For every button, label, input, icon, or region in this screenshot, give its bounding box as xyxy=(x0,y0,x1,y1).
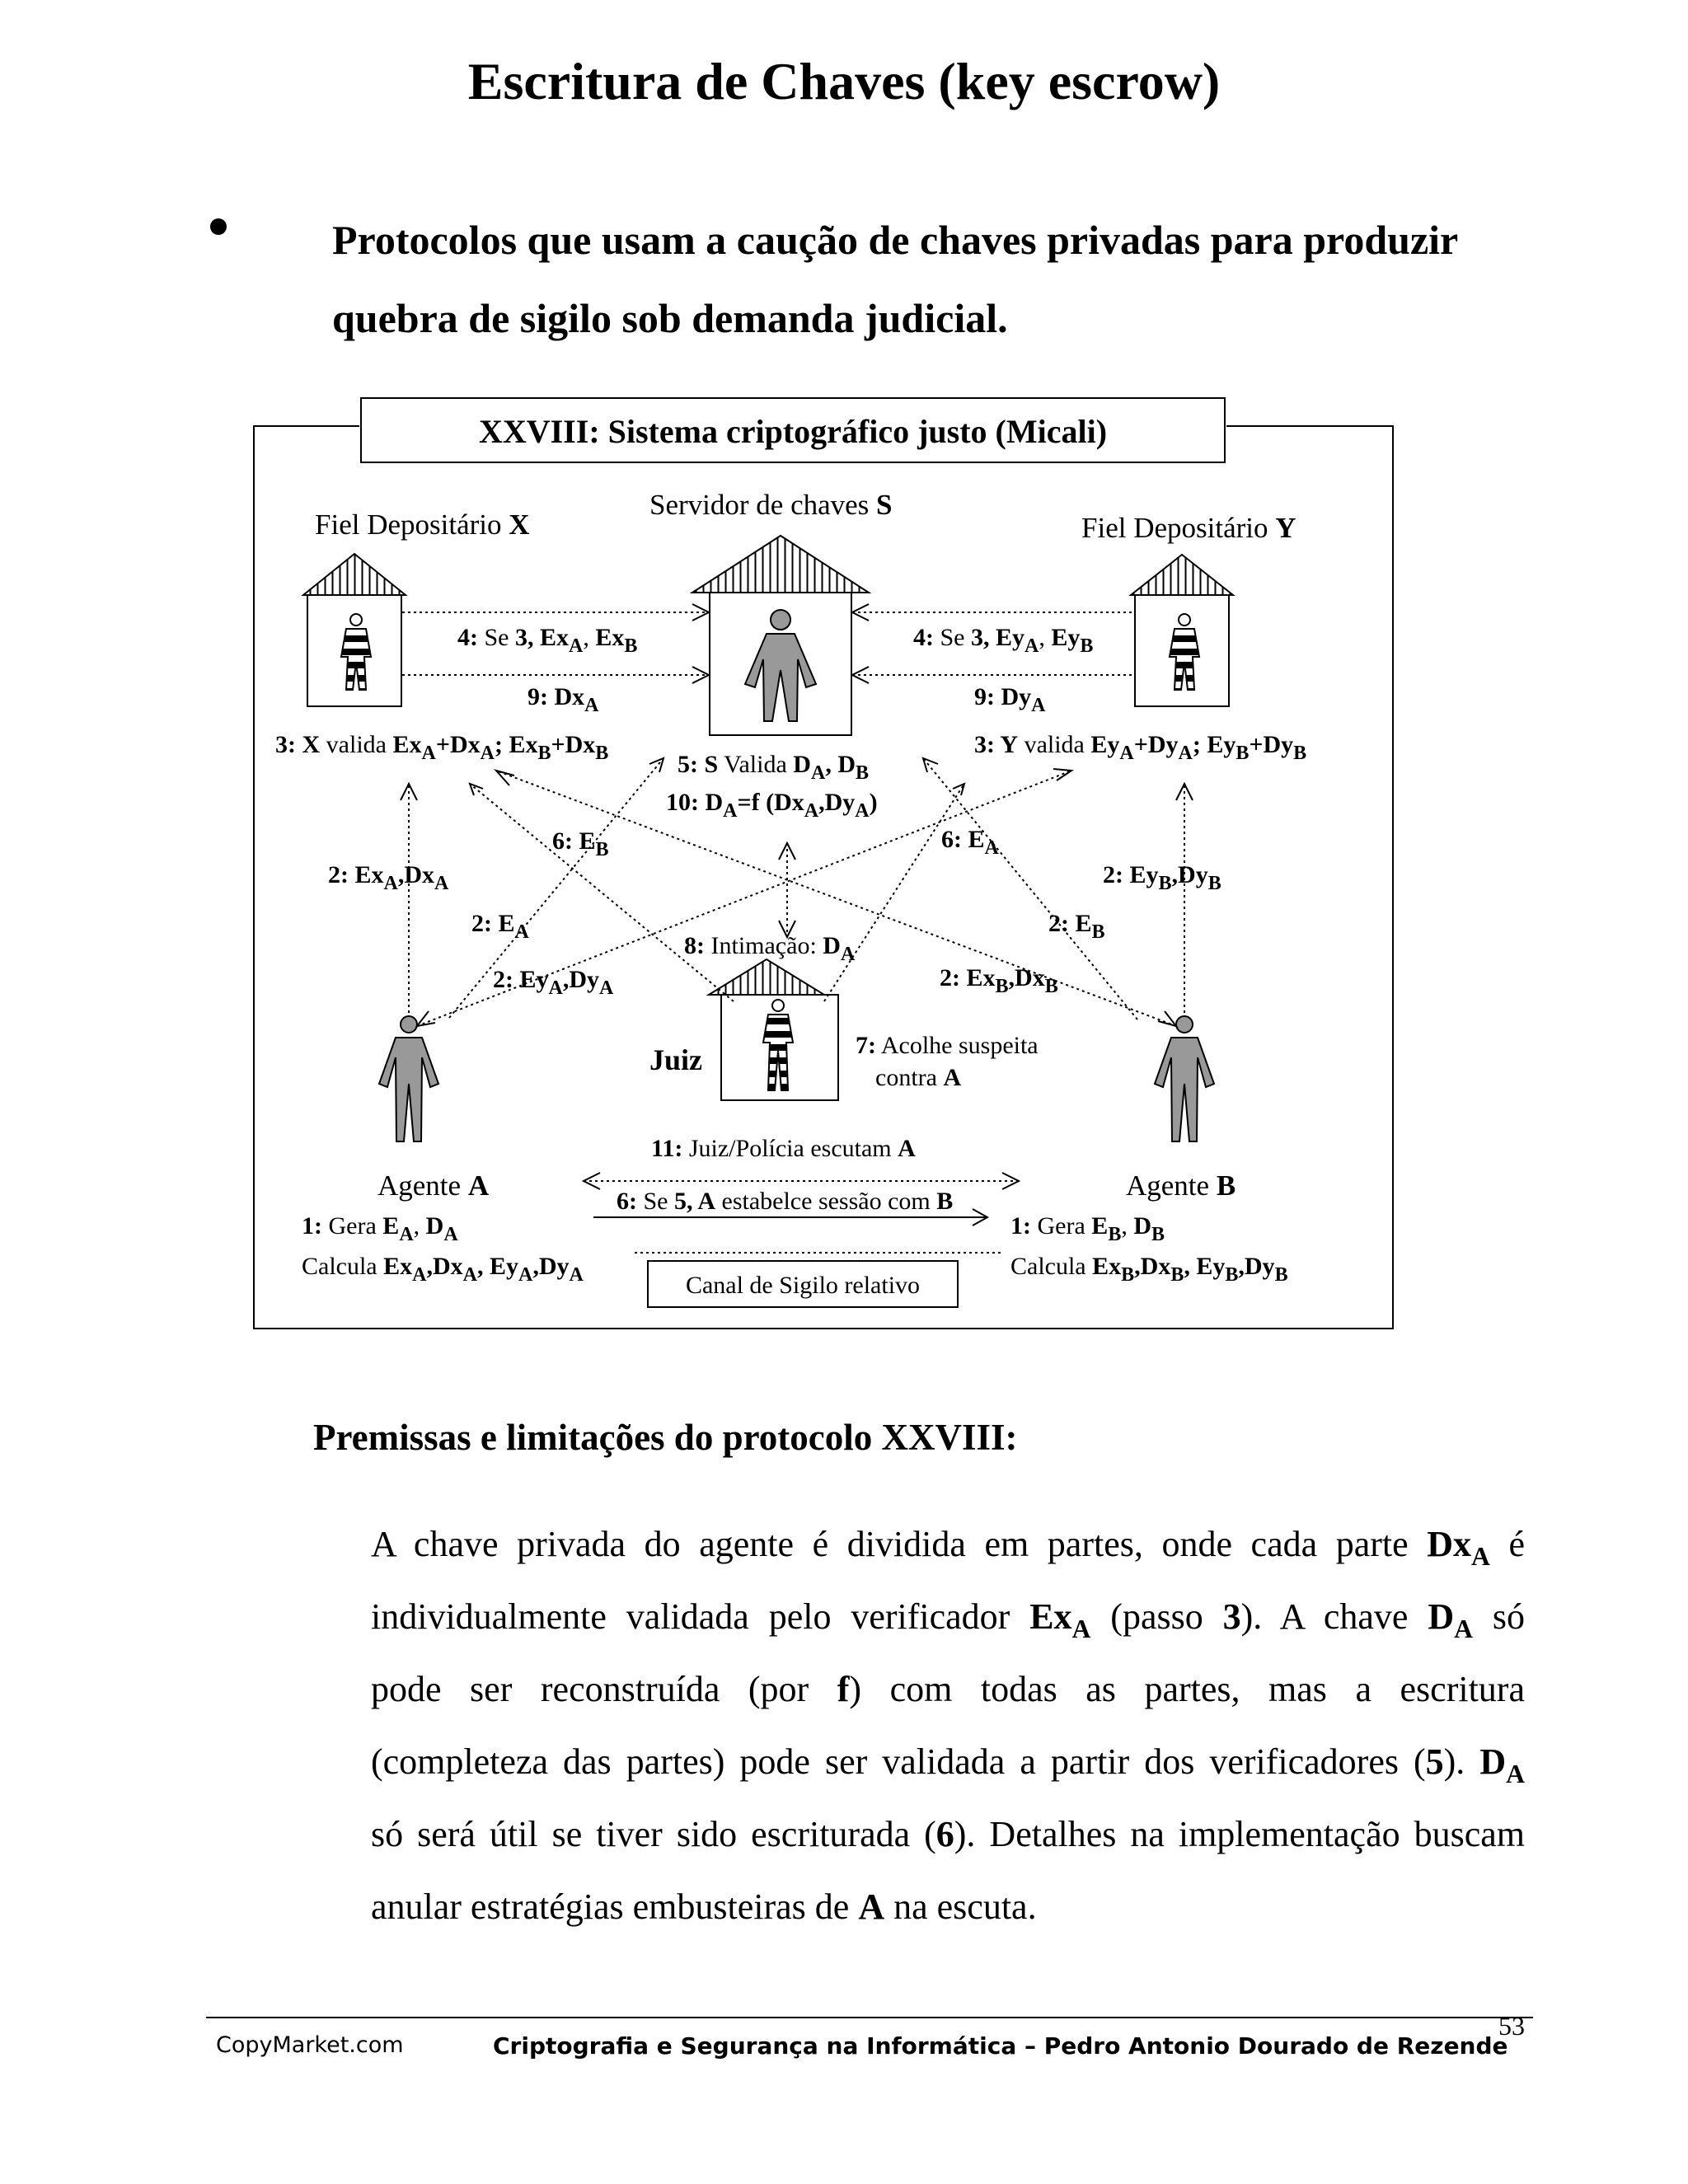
step-2-exb: 2: $Ex_B,Dx_B$ xyxy=(940,964,1058,997)
diagram-title: XXVIII: Sistema criptográfico justo (Micali) xyxy=(478,413,1108,450)
label-agent-a: Agente A xyxy=(377,1169,490,1202)
footer-publisher: CopyMarket.com xyxy=(216,2032,404,2058)
step-6-session: 6: Se 5, A estabelce sessão com B xyxy=(617,1188,954,1215)
step-1-agent-b: 1: Gera $E_B$, $D_B$ xyxy=(1010,1212,1165,1245)
step-6-ea: 6: $E_A$ xyxy=(941,826,999,859)
footer-divider xyxy=(206,2017,1533,2018)
step-2-right: 2: $Ey_B,Dy_B$ xyxy=(1103,861,1221,894)
label-fiel-x: Fiel Depositário X xyxy=(315,509,530,541)
figure-agent-a xyxy=(379,1016,438,1141)
protocol-diagram xyxy=(247,391,1418,1347)
step-2-eya: 2: $Ey_A,Dy_A$ xyxy=(493,966,614,999)
calc-agent-a: Calcula $Ex_A,Dx_A$, $Ey_A,Dy_A$ xyxy=(302,1253,584,1286)
page-number: 53 xyxy=(1498,2011,1525,2041)
step-3-right: 3: Y valida $Ey_A+Dy_A$; $Ey_B+Dy_B$ xyxy=(974,731,1307,764)
step-7: 7: Acolhe suspeita xyxy=(856,1032,1039,1059)
paragraph-line-4: (completeza das partes) pode ser validada a partir dos verificadores (5). $D_A$ xyxy=(371,1741,1525,1789)
step-9-left: 9: $Dx_A$ xyxy=(528,683,599,716)
bullet-dot xyxy=(210,218,227,235)
paragraph-line-3: pode ser reconstruída (por f) com todas as partes, mas a escritura xyxy=(371,1669,1525,1709)
body-paragraph xyxy=(371,1508,1525,1943)
step-2-ea: 2: $E_A$ xyxy=(471,910,529,943)
paragraph-line-1: A chave privada do agente é dividida em partes, onde cada parte $Dx_A$ é xyxy=(371,1524,1525,1572)
step-7-line-2: contra A xyxy=(875,1064,962,1091)
bullet-text-line-2: quebra de sigilo sob demanda judicial. xyxy=(332,295,1008,341)
label-agent-b: Agente B xyxy=(1126,1169,1236,1202)
label-fiel-y: Fiel Depositário Y xyxy=(1081,512,1296,544)
paragraph-line-6: anular estratégias embusteiras de A na escuta. xyxy=(371,1886,1037,1927)
figure-agent-b xyxy=(1155,1016,1214,1141)
label-juiz: Juiz xyxy=(649,1043,703,1076)
step-10: 10: $D_A=f$ $(Dx_A,Dy_A)$ xyxy=(666,789,878,822)
step-9-right: 9: $Dy_A$ xyxy=(974,683,1046,716)
calc-agent-b: Calcula $Ex_B,Dx_B$, $Ey_B,Dy_B$ xyxy=(1010,1253,1288,1286)
step-8: 8: Intimação: $D_A$ xyxy=(684,932,856,965)
step-3-left: 3: X valida $Ex_A+Dx_A$; $Ex_B+Dx_B$ xyxy=(275,731,609,764)
footer-book-title: Criptografia e Segurança na Informática – Pedro Antonio Dourado de Rezende xyxy=(493,2032,1508,2060)
section-heading: Premissas e limitações do protocolo XXVIII: xyxy=(313,1417,1018,1458)
paragraph-line-2: individualmente validada pelo verificador $Ex_A$ (passo 3). A chave $D_A$ só xyxy=(371,1596,1525,1644)
paragraph-line-5: só será útil se tiver sido escriturada (6). Detalhes na implementação buscam xyxy=(371,1814,1525,1854)
step-2-eb: 2: $E_B$ xyxy=(1048,910,1105,943)
step-11: 11: Juiz/Polícia escutam A xyxy=(651,1135,916,1162)
step-2-left: 2: $Ex_A,Dx_A$ xyxy=(328,861,449,894)
page-title: Escritura de Chaves (key escrow) xyxy=(467,52,1221,110)
canal-label: Canal de Sigilo relativo xyxy=(685,1272,921,1299)
bullet-text-line-1: Protocolos que usam a caução de chaves privadas para produzir xyxy=(332,217,1459,263)
step-6-eb: 6: $E_B$ xyxy=(552,827,609,860)
step-4-left: 4: Se 3, $Ex_A$, $Ex_B$ xyxy=(457,624,638,657)
label-servidor: Servidor de chaves S xyxy=(649,489,893,521)
step-1-agent-a: 1: Gera $E_A$, $D_A$ xyxy=(302,1212,458,1245)
step-4-right: 4: Se 3, $Ey_A$, $Ey_B$ xyxy=(913,624,1094,657)
step-5: 5: S Valida $D_A$, $D_B$ xyxy=(678,751,869,784)
